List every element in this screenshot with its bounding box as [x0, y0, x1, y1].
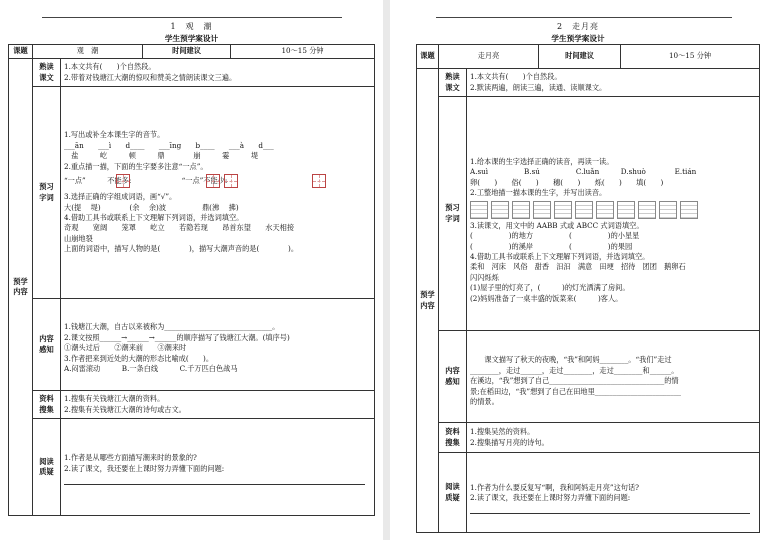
text-line: 1.搜集有关钱塘江大潮的资料。	[64, 394, 165, 404]
row-label: 资料搜集	[439, 423, 467, 453]
row-content	[467, 331, 760, 423]
text-line: 1.写出或补全本课生字的音节。	[64, 130, 165, 140]
table-row	[417, 423, 760, 453]
tracing-box	[617, 201, 635, 219]
row-label: 内容感知	[439, 331, 467, 423]
table-row	[417, 331, 760, 423]
dot-practice	[64, 172, 371, 192]
text-line: 1.作者为什么要反复写“啊，我和阿妈走月亮”这句话?	[470, 482, 639, 492]
text-line: 2.带着对钱塘江大潮的惊叹和赞美之情朗读课文三遍。	[64, 72, 237, 82]
row-label: 阅读质疑	[33, 419, 61, 516]
table-row	[9, 391, 375, 419]
right-table	[416, 44, 760, 533]
right-subtitle: 学生预学案设计	[551, 34, 605, 43]
text-line: 3.选择正确的字组成词语，画“√”。	[64, 192, 177, 202]
tracing-box	[596, 201, 614, 219]
text-line: 1.钱塘江大潮，自古以来被称为______________________________。	[64, 322, 280, 332]
answer-line	[470, 503, 750, 514]
text-line: 大(提 堤) (余 余)波 鼎(沸 拂)	[64, 202, 239, 212]
top-rule	[42, 17, 342, 18]
text-line: ( )的地方 ( )的小星星	[470, 231, 640, 241]
tracing-box	[470, 201, 488, 219]
left-table	[8, 44, 375, 516]
answer-line	[64, 474, 365, 485]
row-label: 预习字词	[33, 87, 61, 299]
text-line: 1.本文共有( )个自然段。	[64, 62, 156, 72]
tracing-box	[659, 201, 677, 219]
text-line: 在溪边，“我”想到了自己________________________________的情	[470, 376, 679, 386]
row-label: 资料搜集	[33, 391, 61, 419]
text-line: ___ān ___ì d____ ___īng b____ ___à d___	[64, 140, 274, 150]
text-line: ( )的溪岸 ( )的果园	[470, 241, 633, 251]
left-subtitle: 学生预学案设计	[164, 34, 219, 43]
text-line: 的情景。	[470, 397, 499, 407]
table-row	[417, 69, 760, 97]
row-content	[61, 419, 375, 516]
text-line: 奇观 宽阔 笼罩 屹立 若隐若现 昂首东望 水天相接	[64, 223, 295, 233]
header-cell: 课题	[9, 45, 33, 59]
text-line: 上面的词语中，描写人物的是( )，描写大潮声音的是( )。	[64, 244, 299, 254]
table-row	[9, 299, 375, 391]
tracing-box	[680, 201, 698, 219]
row-content	[61, 59, 375, 87]
header-cell: 10～15 分钟	[231, 45, 375, 59]
side-label: 预学内容	[9, 59, 33, 516]
right-page	[390, 0, 766, 540]
row-content	[467, 453, 760, 533]
row-content	[467, 423, 760, 453]
text-line: A.suì B.sú C.luǎn D.shuò E.tián	[470, 167, 697, 177]
table-header-row	[417, 45, 760, 69]
tracing-box	[533, 201, 551, 219]
text-line: (2)妈妈准备了一桌丰盛的饭菜来( )客人。	[470, 293, 623, 303]
writing-box	[206, 174, 220, 188]
text-line: 山崩地裂	[64, 233, 93, 243]
tracing-grid	[470, 201, 756, 219]
text-line: ________，走过______，走过________，走过________和______。	[470, 365, 679, 375]
text-line: 2.读了课文，我还要在上课时努力弄懂下面的问题:	[470, 493, 631, 502]
text-line: 2.搜集有关钱塘江大潮的诗句或古文。	[64, 404, 186, 414]
header-cell: 走月亮	[439, 45, 539, 69]
text-line: 3.读课文，用文中的 AABB 式或 ABCC 式词语填空。	[470, 220, 644, 230]
text-line: 2.工整地描一描本课的生字，并写出读音。	[470, 188, 607, 198]
row-content	[61, 87, 375, 299]
text-line: 盐 屹 顿 鼎 崩 霎 堤	[64, 151, 259, 161]
text-line: 2.搜集描写月亮的诗句。	[470, 437, 549, 447]
text-line: ①潮头过后 ②潮来前 ③潮来时	[64, 343, 187, 353]
text-line: 2.读了课文，我还要在上课时努力弄懂下面的问题:	[64, 463, 225, 473]
text-line: 柔和 河床 风俗 甜香 汩汩 满意 田埂 招待 团团 鹅卵石	[470, 262, 686, 272]
text-line: 闪闪烁烁	[470, 272, 499, 282]
text-line: 景;在稻田边，“我”想到了自己在田地里________________________	[470, 386, 682, 396]
table-row	[417, 453, 760, 533]
table-row	[9, 59, 375, 87]
row-label: 阅读质疑	[439, 453, 467, 533]
tracing-box	[512, 201, 530, 219]
text-line: 1.作者是从哪些方面描写潮来时的景象的?	[64, 453, 197, 463]
tracing-box	[554, 201, 572, 219]
header-cell: 时间建议	[539, 45, 621, 69]
row-label: 内容感知	[33, 299, 61, 391]
row-content	[467, 97, 760, 331]
writing-box	[224, 174, 238, 188]
row-label: 预习字词	[439, 97, 467, 331]
table-row	[9, 87, 375, 299]
table-header-row	[9, 45, 375, 59]
side-label: 预学内容	[417, 69, 439, 533]
row-content	[61, 391, 375, 419]
header-cell: 观 潮	[33, 45, 143, 59]
text-line: 3.作者把来到近处的大潮的形态比喻成( )。	[64, 353, 214, 363]
text-line: 1.本文共有( )个自然段。	[470, 72, 562, 82]
text-line: 2.默读两遍，朗读三遍，读通、读顺课文。	[470, 82, 607, 92]
header-cell: 时间建议	[143, 45, 231, 59]
top-rule	[436, 17, 732, 18]
text-line: A.闷雷滚动 B.一条白线 C.千万匹白色战马	[64, 364, 238, 374]
text-line: 4.借助工具书或联系上下文理解下列词语，并选词填空。	[64, 212, 244, 222]
right-title: 2 走月亮	[556, 22, 600, 31]
text-line: 2.重点描一描，下面的生字要多注意“一点”。	[64, 161, 208, 171]
row-content	[467, 69, 760, 97]
table-row	[9, 419, 375, 516]
tracing-box	[575, 201, 593, 219]
table-row	[417, 97, 760, 331]
text-line: 2.课文按照______→______→______的顺序描写了钱塘江大潮。(填序号)	[64, 332, 290, 342]
text-line: 4.借助工具书或联系上下文理解下列词语，并选词填空。	[470, 251, 650, 261]
row-content	[61, 299, 375, 391]
text-line: 卵( ) 俗( ) 穗( ) 烁( ) 填( )	[470, 177, 664, 187]
tracing-box	[491, 201, 509, 219]
text-line: 1.给本课的生字选择正确的读音，再读一读。	[470, 157, 614, 167]
text-line: 课文描写了秋天的夜晚，“我”和阿妈________。“我们”走过	[470, 355, 672, 365]
header-cell: 课题	[417, 45, 439, 69]
text-line: (1)屋子里的灯亮了，( )的灯光洒满了房间。	[470, 283, 630, 293]
left-title: 1 观 潮	[170, 22, 213, 31]
writing-box	[116, 174, 130, 188]
row-label: 熟读课文	[33, 59, 61, 87]
writing-box	[312, 174, 326, 188]
tracing-box	[638, 201, 656, 219]
header-cell: 10～15 分钟	[621, 45, 760, 69]
text-line: “一点” 不能多: “一点”不能少:	[64, 176, 228, 186]
row-label: 熟读课文	[439, 69, 467, 97]
text-line: 1.搜集吴然的资料。	[470, 427, 535, 437]
